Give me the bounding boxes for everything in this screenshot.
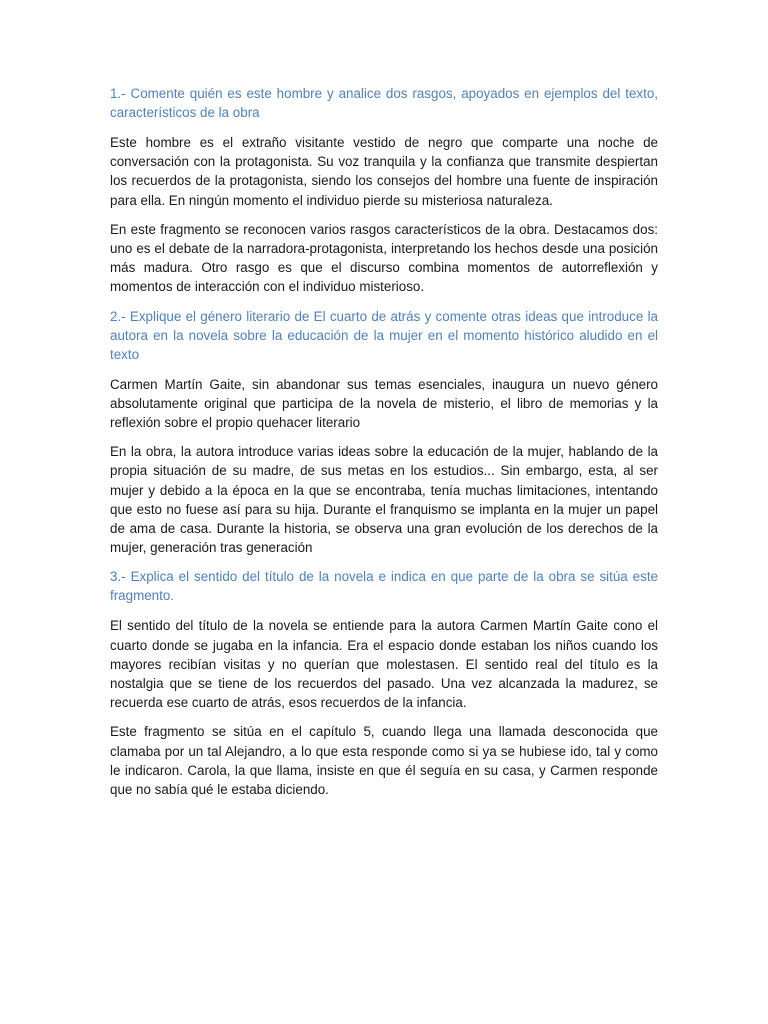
answer-1-paragraph-2: En este fragmento se reconocen varios rasgos característicos de la obra. Destacamos dos: uno es el debate de la narradora-protagonista, interpretando los hechos desde una posición más madura. Otro rasgo es que el discurso combina momentos de autorreflexión y momentos de interacción con el individuo misterioso. <box>110 221 658 295</box>
document-page <box>110 84 658 809</box>
question-1-heading: 1.- Comente quién es este hombre y analice dos rasgos, apoyados en ejemplos del texto, característicos de la obra <box>110 86 658 120</box>
question-3-heading: 3.- Explica el sentido del título de la novela e indica en que parte de la obra se sitúa este fragmento. <box>110 569 658 604</box>
answer-2-paragraph-1: Carmen Martín Gaite, sin abandonar sus temas esenciales, inaugura un nuevo género absolutamente original que participa de la novela de misterio, el libro de memorias y la reflexión sobre el propio quehacer literario <box>110 376 658 431</box>
answer-2-paragraph-2: En la obra, la autora introduce varias ideas sobre la educación de la mujer, hablando de la propia situación de su madre, de sus metas en los estudios... Sin embargo, esta, al ser mujer y debido a la época en la que se encontraba, tenía muchas limitaciones, intentando que esto no fuese así para su hija. Durante el franquismo se implanta en la mujer un papel de ama de casa. Durante la historia, se observa una gran evolución de los derechos de la mujer, generación tras generación <box>110 444 658 556</box>
answer-1-paragraph-1: Este hombre es el extraño visitante vestido de negro que comparte una noche de conversación con la protagonista. Su voz tranquila y la confianza que transmite despiertan los recuerdos de la protagonista, siendo los consejos del hombre una fuente de inspiración para ella. En ningún momento el individuo pierde su misteriosa naturaleza. <box>110 135 658 208</box>
answer-3-paragraph-1: El sentido del título de la novela se entiende para la autora Carmen Martín Gaite cono el cuarto donde se jugaba en la infancia. Era el espacio donde estaban los niños cuando los mayores recibían visitas y no querían que molestasen. El sentido real del título es la nostalgia que se tiene de los recuerdos del pasado. Una vez alcanzada la madurez, se recuerda ese cuarto de atrás, esos recuerdos de la infancia. <box>110 618 658 711</box>
section-1 <box>110 84 658 297</box>
question-2-heading: 2.- Explique el género literario de El cuarto de atrás y comente otras ideas que introduce la autora en la novela sobre la educación de la mujer en el momento histórico aludido en el texto <box>110 308 658 362</box>
section-2 <box>110 307 658 558</box>
answer-3-paragraph-2: Este fragmento se sitúa en el capítulo 5, cuando llega una llamada desconocida que clamaba por un tal Alejandro, a lo que esta responde como si ya se hubiese ido, tal y como le indicaron. Carola, la que llama, insiste en que él seguía en su casa, y Carmen responde que no sabía qué le estaba diciendo. <box>110 724 658 798</box>
section-3 <box>110 567 658 799</box>
